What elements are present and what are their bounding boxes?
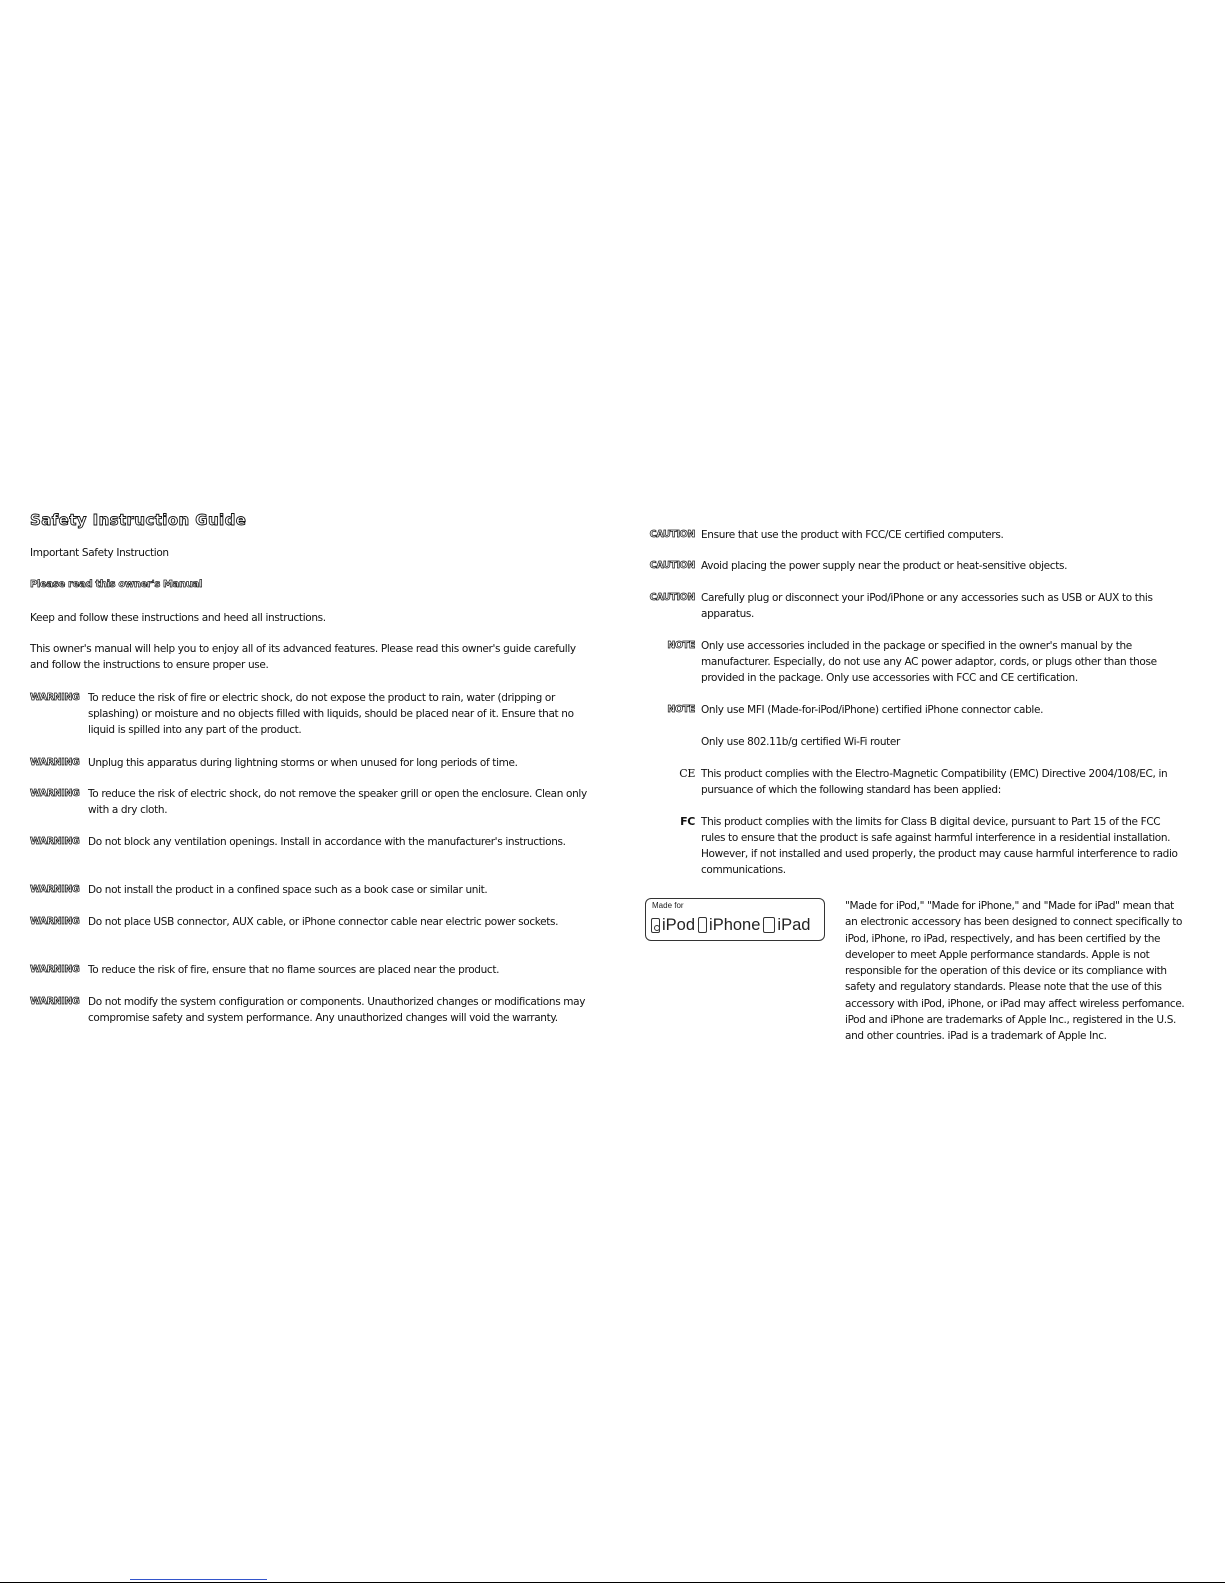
warning-text: Unplug this apparatus during lightning storms or when unused for long periods of time. bbox=[88, 757, 518, 769]
notice-text: This product complies with the limits for Class B digital device, pursuant to Part 15 of the FCC rules to ensure that the product is safe against harmful interference in a residential installation. However, if not installed and used properly, the product may cause harmful interference to radio communications. bbox=[701, 816, 1178, 876]
fcc-notice bbox=[645, 814, 1185, 878]
notice-text: This product complies with the Electro-Magnetic Compatibility (EMC) Directive 2004/108/EC, in pursuance of which the following standard has been applied: bbox=[701, 768, 1168, 796]
made-for-label: Made for bbox=[652, 901, 684, 910]
warning-text: To reduce the risk of fire or electric shock, do not expose the product to rain, water (dripping or splashing) or moisture and no objects filled with liquids, should be placed near of it. Ensure that no liquid is spilled into any part of the product. bbox=[88, 692, 574, 736]
warning-label: WARNING bbox=[30, 692, 80, 703]
warning-item bbox=[30, 834, 590, 850]
caution-item bbox=[645, 590, 1185, 622]
ipad-label: iPad bbox=[777, 916, 811, 934]
subtitle: Important Safety Instruction bbox=[30, 547, 169, 559]
notice-text: Carefully plug or disconnect your iPod/iPhone or any accessories such as USB or AUX to this apparatus. bbox=[701, 592, 1153, 620]
wifi-note bbox=[645, 734, 1185, 750]
warning-item bbox=[30, 786, 590, 818]
warning-text: Do not block any ventilation openings. Install in accordance with the manufacturer's instructions. bbox=[88, 836, 566, 848]
warning-label: WARNING bbox=[30, 916, 80, 927]
ipad-icon bbox=[763, 917, 775, 933]
notice-text: Only use 802.11b/g certified Wi-Fi router bbox=[701, 736, 901, 748]
warning-label: WARNING bbox=[30, 996, 80, 1007]
iphone-label: iPhone bbox=[709, 916, 761, 934]
caution-item bbox=[645, 558, 1185, 574]
note-item bbox=[645, 638, 1185, 686]
warning-item bbox=[30, 882, 590, 898]
keep-instructions: Keep and follow these instructions and heed all instructions. bbox=[30, 612, 326, 624]
notice-text: Only use accessories included in the package or specified in the owner's manual by the manufacturer. Especially, do not use any AC power adaptor, cords, or plugs other than those provided in the package. Only use accessories with FCC and CE certification. bbox=[701, 640, 1157, 684]
warning-label: WARNING bbox=[30, 884, 80, 895]
warning-item bbox=[30, 755, 590, 771]
made-for-apple-badge bbox=[645, 898, 825, 941]
notice-text: Avoid placing the power supply near the product or heat-sensitive objects. bbox=[701, 560, 1068, 572]
bottom-link-underline bbox=[130, 1579, 267, 1580]
note-item bbox=[645, 702, 1185, 718]
apple-trademark-paragraph: "Made for iPod," "Made for iPhone," and "Made for iPad" mean that an electronic accessory has been designed to connect specifically to iPod, iPhone, ro iPad, respectively, and has been certified by the developer to meet Apple performance standards. Apple is not responsible for the operation of this device or its compliance with safety and regulatory standards. Please note that the use of this accessory with iPod, iPhone, or iPad may affect wireless perfomance. iPod and iPhone are trademarks of Apple Inc., registered in the U.S. and other countries. iPad is a trademark of Apple Inc. bbox=[845, 900, 1185, 1043]
ipod-label: iPod bbox=[662, 916, 696, 934]
bottom-divider bbox=[0, 1582, 1225, 1583]
warning-label: WARNING bbox=[30, 836, 80, 847]
warning-item bbox=[30, 690, 590, 738]
notice-text: Only use MFI (Made-for-iPod/iPhone) certified iPhone connector cable. bbox=[701, 704, 1044, 716]
manual-help-paragraph: This owner's manual will help you to enjoy all of its advanced features. Please read this owner's guide carefully and follow the instructions to ensure proper use. bbox=[30, 643, 576, 671]
warning-text: To reduce the risk of fire, ensure that no flame sources are placed near the product. bbox=[88, 964, 500, 976]
warning-item bbox=[30, 914, 590, 930]
notice-label: CAUTION bbox=[649, 529, 695, 540]
caution-item bbox=[645, 527, 1185, 543]
ce-mark-icon: CE bbox=[679, 767, 695, 780]
notice-label: CAUTION bbox=[649, 560, 695, 571]
page-title: Safety Instruction Guide bbox=[30, 511, 247, 529]
read-manual-heading: Please read this owner's Manual bbox=[30, 579, 203, 590]
warning-label: WARNING bbox=[30, 788, 80, 799]
warning-label: WARNING bbox=[30, 757, 80, 768]
warning-text: Do not place USB connector, AUX cable, or iPhone connector cable near electric power sockets. bbox=[88, 916, 559, 928]
fcc-mark-icon: FC bbox=[680, 815, 695, 828]
warning-item bbox=[30, 994, 590, 1026]
warning-text: Do not install the product in a confined space such as a book case or similar unit. bbox=[88, 884, 488, 896]
warning-label: WARNING bbox=[30, 964, 80, 975]
ipod-icon bbox=[651, 918, 660, 933]
notice-text: Ensure that use the product with FCC/CE certified computers. bbox=[701, 529, 1004, 541]
notice-label: NOTE bbox=[667, 640, 695, 651]
notice-label: NOTE bbox=[667, 704, 695, 715]
ce-notice bbox=[645, 766, 1185, 798]
notice-label: CAUTION bbox=[649, 592, 695, 603]
iphone-icon bbox=[698, 917, 707, 933]
warning-text: Do not modify the system configuration or components. Unauthorized changes or modifications may compromise safety and system performance. Any unauthorized changes will void the warranty. bbox=[88, 996, 586, 1024]
warning-item bbox=[30, 962, 590, 978]
warning-text: To reduce the risk of electric shock, do not remove the speaker grill or open the enclosure. Clean only with a dry cloth. bbox=[88, 788, 587, 816]
